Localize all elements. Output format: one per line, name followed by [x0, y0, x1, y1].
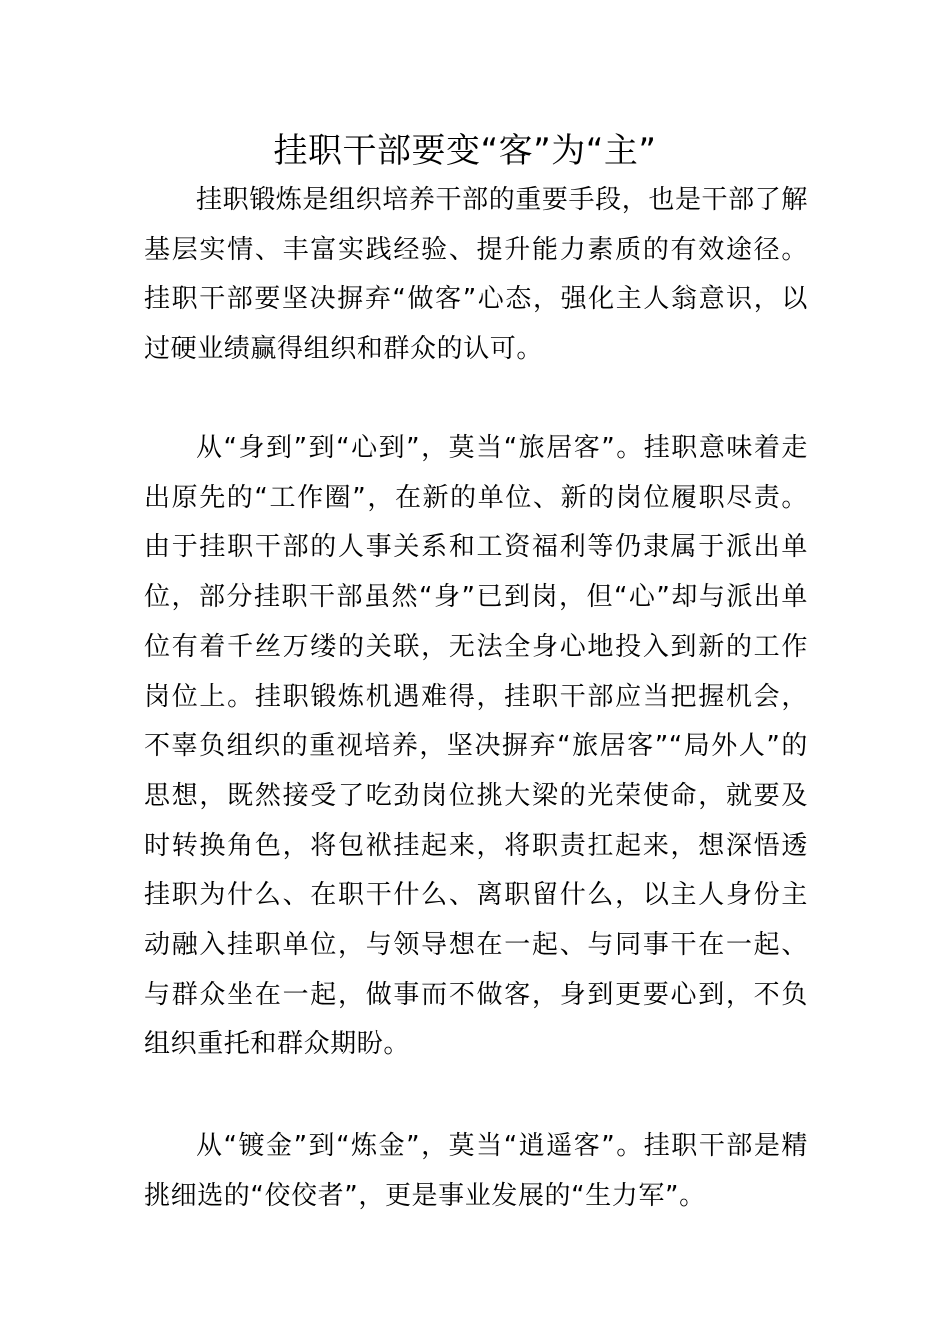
paragraph-body-1: 从“身到”到“心到”，莫当“旅居客”。挂职意味着走出原先的“工作圈”，在新的单位、新的岗位履职尽责。由于挂职干部的人事关系和工资福利等仍隶属于派出单位，部分挂职干部虽然“身”已到岗，但“心”却与派出单位有着千丝万缕的关联，无法全身心地投入到新的工作岗位上。挂职锻炼机遇难得，挂职干部应当把握机会，不辜负组织的重视培养，坚决摒弃“旅居客”“局外人”的思想，既然接受了吃劲岗位挑大梁的光荣使命，就要及时转换角色，将包袱挂起来，将职责扛起来，想深悟透挂职为什么、在职干什么、离职留什么，以主人身份主动融入挂职单位，与领导想在一起、与同事干在一起、与群众坐在一起，做事而不做客，身到更要心到，不负组织重托和群众期盼。 — [144, 433, 808, 1060]
paragraph-intro: 挂职锻炼是组织培养干部的重要手段，也是干部了解基层实情、丰富实践经验、提升能力素质的有效途径。挂职干部要坚决摒弃“做客”心态，强化主人翁意识，以过硬业绩赢得组织和群众的认可。 — [144, 185, 808, 365]
paragraph-body-2: 从“镀金”到“炼金”，莫当“逍遥客”。挂职干部是精挑细选的“佼佼者”，更是事业发展的“生力军”。 — [144, 1131, 808, 1211]
document-title: 挂职干部要变“客”为“主” — [273, 131, 657, 171]
